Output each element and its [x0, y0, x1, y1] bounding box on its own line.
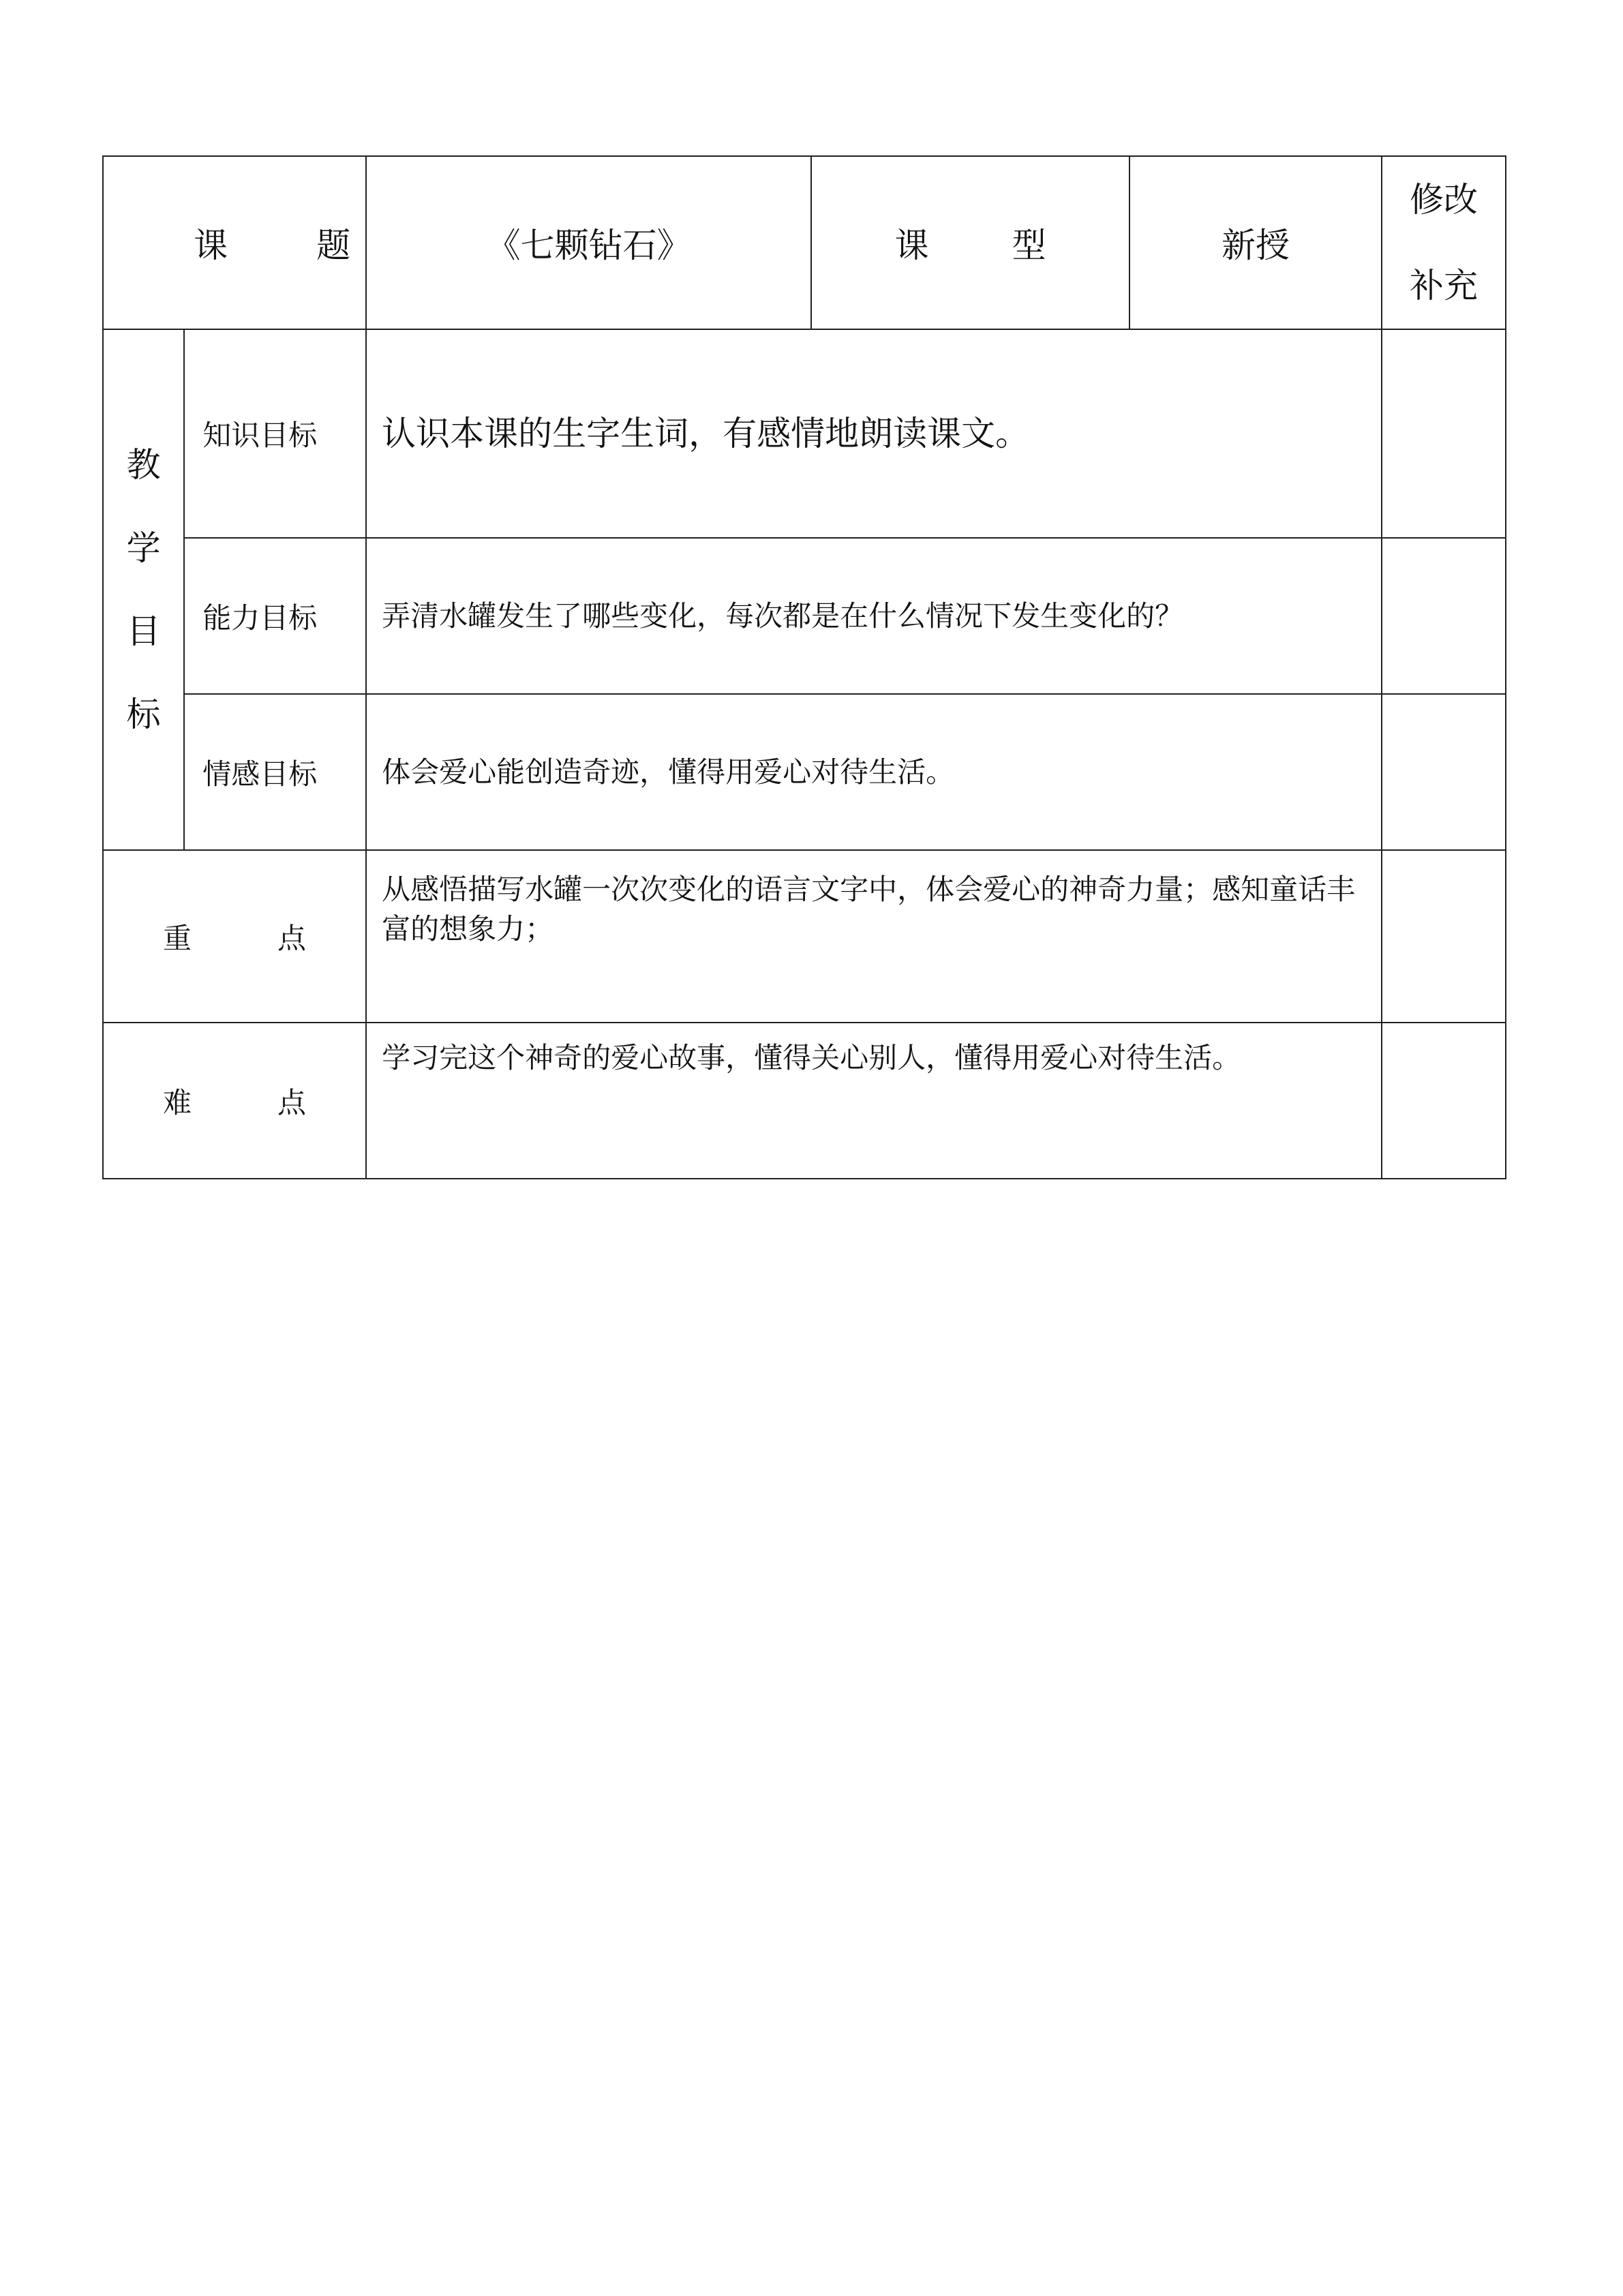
knowledge-objective-content: 认识本课的生字生词，有感情地朗读课文。	[366, 329, 1382, 538]
ability-objective-label: 能力目标	[184, 538, 366, 694]
type-label-b: 型	[1012, 226, 1046, 265]
revision-line2: 补充	[1410, 266, 1478, 305]
key-point-label-b: 点	[277, 921, 307, 955]
type-value: 新授	[1129, 156, 1382, 329]
knowledge-objective-revision	[1382, 329, 1506, 538]
objectives-group-char-4: 标	[126, 695, 161, 734]
topic-label-b: 题	[316, 226, 351, 265]
objective-row-knowledge	[103, 329, 1506, 538]
difficult-point-label	[103, 1023, 366, 1179]
objectives-group-char-3: 目	[126, 611, 161, 651]
objectives-group-char-2: 学	[126, 528, 161, 568]
revision-header	[1382, 156, 1506, 329]
objective-row-ability	[103, 538, 1506, 694]
emotion-objective-label: 情感目标	[184, 694, 366, 850]
objective-row-emotion	[103, 694, 1506, 850]
ability-objective-content: 弄清水罐发生了哪些变化，每次都是在什么情况下发生变化的？	[366, 538, 1382, 694]
topic-value: 《七颗钻石》	[366, 156, 811, 329]
key-point-label	[103, 850, 366, 1023]
key-point-content: 从感悟描写水罐一次次变化的语言文字中，体会爱心的神奇力量；感知童话丰富的想象力；	[366, 850, 1382, 1023]
difficult-point-content: 学习完这个神奇的爱心故事，懂得关心别人，懂得用爱心对待生活。	[366, 1023, 1382, 1179]
difficult-point-revision	[1382, 1023, 1506, 1179]
objectives-group-label	[103, 329, 184, 850]
key-point-label-a: 重	[163, 921, 192, 955]
emotion-objective-content: 体会爱心能创造奇迹，懂得用爱心对待生活。	[366, 694, 1382, 850]
revision-line1: 修改	[1410, 180, 1478, 220]
topic-label-a: 课	[194, 226, 228, 265]
objectives-group-char-1: 教	[126, 445, 161, 485]
lesson-plan-table	[102, 155, 1506, 1179]
key-point-row	[103, 850, 1506, 1023]
difficult-point-row	[103, 1023, 1506, 1179]
type-label-a: 课	[894, 226, 929, 265]
knowledge-objective-label: 知识目标	[184, 329, 366, 538]
difficult-point-label-b: 点	[277, 1085, 307, 1119]
key-point-revision	[1382, 850, 1506, 1023]
header-row	[103, 156, 1506, 329]
emotion-objective-revision	[1382, 694, 1506, 850]
type-label	[811, 156, 1129, 329]
difficult-point-label-a: 难	[163, 1085, 192, 1119]
topic-label	[103, 156, 366, 329]
ability-objective-revision	[1382, 538, 1506, 694]
